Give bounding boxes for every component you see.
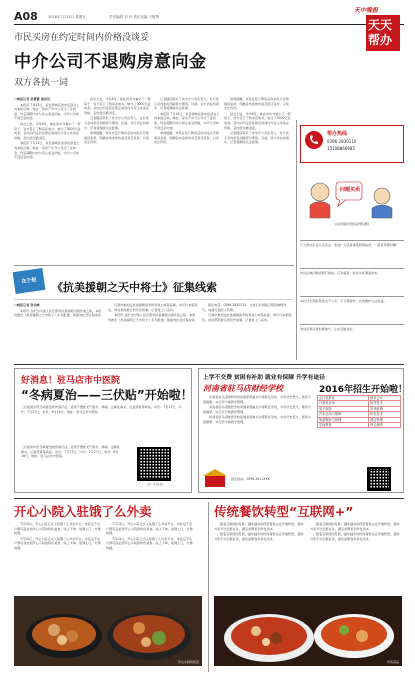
story2-paragraph: 本报讯 在纪念中国人民志愿军抗美援朝出国作战之际，本报特推出《抗美援朝之天中将士》系列报道，现面向社会征集线索。 (108, 313, 198, 322)
lead-paragraph: 律师提醒，市民在签订购房意向书时应仔细阅读条款，明确意向金的性质及退还条件，以免发生纠纷。 (84, 131, 149, 145)
section-rule (14, 498, 404, 499)
helpline-note: (线索提供者将获得报酬) (335, 222, 369, 226)
story3-paragraph: 7月13日，开心小院正式入驻饿了么外卖平台，市民足不出户即可品尝到开心小院的特色美食。线上下单，送餐上门，方便快捷。 (106, 522, 193, 536)
table-cell: 机电技术 (369, 412, 401, 417)
lead-paragraph: 记者随后联系了该中介公司负责人，对方表示意向金需扣除部分费用。目前，双方仍在协商中，记者将继续关注此事。 (84, 116, 149, 130)
page-number: A08 (14, 10, 38, 23)
lead-paragraph: 本报讯 7月13日，家住驿城区的市民孙女士向本报反映，她在一家房产中介公司交了意向金，约定期限内未与房主谈妥价格，中介公司却不退还意向金。 (14, 141, 80, 160)
story2-headline: 《抗美援朝之天中将士》征集线索 (52, 281, 217, 294)
story4-column-1 (214, 522, 304, 592)
helpline-box (300, 125, 404, 163)
story4-photo (214, 596, 402, 666)
story3-headline: 开心小院入驻饿了么外卖 (14, 504, 152, 519)
divider (14, 299, 294, 300)
table-cell: 会计电算化 (318, 396, 369, 401)
lead-paragraph: 孙女士说，今年6月，她在该中介看中了一套房子，双方签订了购房意向书，她交了3000元意向金。意向书约定若在规定时间内与房主未谈妥价格，意向金全额退还。 (84, 97, 151, 115)
table-cell: 幼儿保育 (369, 423, 401, 428)
school-ad-title: 2016年招生开始啦！ (319, 385, 408, 395)
story2-column-2 (108, 303, 198, 358)
story3-paragraph: 7月13日，开心小院正式入驻饿了么外卖平台，市民足不出户即可品尝到开心小院的特色美食。线上下单，送餐上门，方便快捷。 (14, 522, 101, 536)
story3-column-2 (106, 522, 194, 592)
hospital-ad (14, 368, 192, 493)
lead-story-heading (14, 30, 294, 88)
school-ad-paragraph: 河南省驻马店财经学校是国家级重点中等职业学校，办学历史悠久，师资力量雄厚，实行学分制教学管理。 (203, 405, 312, 414)
qr-code-icon[interactable] (137, 447, 171, 481)
table-cell: 财务会计 (369, 396, 401, 401)
story2-badge-text: 在于赵 (21, 276, 37, 286)
story2-paragraph: 联系电话：0396-2830110。让我们共同铭记那段峥嵘岁月，向最可爱的人致敬。 (202, 303, 287, 312)
school-ad-slogan: 上学不交费 贫困有补助 就业有保障 升学有途径 (203, 375, 325, 381)
lead-paragraph: 记者随后联系了该中介公司负责人，对方表示意向金需扣除部分费用。目前，双方仍在协商中，记者将继续关注此事。 (224, 131, 289, 145)
story3 (14, 502, 204, 672)
story2-byline: □晚报记者 张会峰 (14, 303, 40, 307)
qr-label: 扫一扫关注 (147, 482, 163, 486)
table-cell: 汽车运用与维修 (318, 412, 369, 417)
story2-paragraph: 本报讯 在纪念中国人民志愿军抗美援朝出国作战之际，本报特推出《抗美援朝之天中将士》系列报道，现面向社会征集线索。 (14, 308, 104, 318)
school-qr-code-icon[interactable] (367, 467, 391, 491)
column-divider (208, 502, 209, 672)
hospital-ad-kicker: 好消息！驻马店市中医院 (21, 376, 121, 386)
story3-paragraph: 7月13日，开心小院正式入驻饿了么外卖平台，市民足不出户即可品尝到开心小院的特色美食。线上下单，送餐上门，方便快捷。 (106, 536, 193, 550)
lead-column-4 (224, 97, 291, 262)
lead-paragraph: 记者随后联系了该中介公司负责人，对方表示意向金需扣除部分费用。目前，双方仍在协商中，记者将继续关注此事。 (154, 97, 219, 111)
hospital-ad-body-2: 三伏贴是中医冬病夏治的传统疗法，适用于慢性支气管炎、哮喘、过敏性鼻炎、反复感冒等病症。初伏：7月17日，中伏：7月27日，末伏：8月16日。地址：驻马店市中医院。 (21, 445, 120, 459)
editor-line: 责任编辑 刘 丹 责任美编 王敬贤 (109, 15, 159, 19)
school-ad-paragraph: 河南省驻马店财经学校是国家级重点中等职业学校，办学历史悠久，师资力量雄厚，实行学分制教学管理。 (203, 415, 312, 424)
helpline-phone-1: 0396-2830110 (327, 139, 357, 144)
phone-icon (305, 131, 323, 149)
table-cell: 电子商务 (318, 406, 369, 411)
lead-headline: 中介公司不退购房意向金 (14, 52, 207, 72)
section-rule (14, 364, 404, 365)
lead-kicker: 市民买房在约定时间内价格没谈妥 (14, 33, 150, 43)
lead-byline: □晚报记者 孙蕾蕾 通讯员 (14, 97, 51, 101)
story2-paragraph: 凡我市参加过抗美援朝战争的老战士或其家属，均可与本报联系，讲述那段难忘的历史故事，记者将上门采访。 (108, 303, 198, 312)
hospital-ad-headline: “冬病夏治——三伏贴”开始啦！ (21, 388, 193, 402)
sidebar-item: 本栏目长期征集身边不公平、不合理现象，共同维护合法权益。 (300, 296, 404, 324)
lead-paragraph: 本报讯 7月13日，家住驿城区的市民孙女士向本报反映，她在一家房产中介公司交了意向金，约定期限内未与房主谈妥价格，中介公司却不退还意向金。 (154, 111, 220, 130)
masthead-logo: 天中晚报 (354, 7, 379, 14)
story4-paragraph: 随着互联网的发展，越来越多的传统餐饮企业开始转型，借助外卖平台拓展业务，满足消费者多样化需求。 (310, 532, 400, 541)
school-logo-icon (203, 469, 227, 489)
story2-column-1 (14, 303, 104, 358)
section-title-2: 帮办 (368, 33, 393, 47)
sidebar-item: 天天帮办栏目关注民生，欢迎广大读者提供新闻线索，一经采用即付酬。 (300, 240, 404, 268)
story4-paragraph: 随着互联网的发展，越来越多的传统餐饮企业开始转型，借助外卖平台拓展业务，满足消费者多样化需求。 (214, 522, 304, 531)
section-divider (14, 265, 294, 266)
story4-paragraph: 随着互联网的发展，越来越多的传统餐饮企业开始转型，借助外卖平台拓展业务，满足消费者多样化需求。 (214, 532, 304, 541)
column-divider (296, 120, 297, 360)
story2-paragraph: 凡我市参加过抗美援朝战争的老战士或其家属，均可与本报联系，讲述那段难忘的历史故事，记者将上门采访。 (202, 313, 292, 322)
story2-column-3 (202, 303, 292, 358)
sidebar-item: 欢迎各界读者积极参与，让生活更美好。 (300, 324, 404, 352)
story3-photo (14, 596, 202, 666)
lead-column-2 (84, 97, 151, 262)
school-name: 河南省驻马店财经学校 (203, 384, 283, 393)
helpline-title: 帮办热线 (327, 131, 348, 137)
cartoon-illustration (300, 170, 404, 220)
cartoon-caption: 问题买卖 (340, 187, 361, 193)
lead-paragraph: 律师提醒，市民在签订购房意向书时应仔细阅读条款，明确意向金的性质及退还条件，以免发生纠纷。 (224, 97, 289, 111)
date-line: 2016年7月15日 星期五 (48, 15, 86, 19)
table-cell: 市场营销 (369, 406, 401, 411)
table-cell: 学前教育 (318, 423, 369, 428)
section-title-1: 天天 (368, 18, 393, 32)
story4-column-2 (310, 522, 400, 592)
story3-photo-caption: 开心小院特色菜 (177, 660, 199, 664)
lead-paragraph: 本报讯 7月13日，家住驿城区的市民孙女士向本报反映，她在一家房产中介公司交了意向金，约定期限内未与房主谈妥价格，中介公司却不退还意向金。 (14, 102, 80, 121)
story2-badge (13, 268, 46, 294)
table-cell: 酒店管理 (369, 417, 401, 422)
story4-paragraph: 随着互联网的发展，越来越多的传统餐饮企业开始转型，借助外卖平台拓展业务，满足消费者多样化需求。 (310, 522, 400, 531)
lead-column-3 (154, 97, 221, 262)
school-phone: 招生热线：0396-2611XXX (231, 477, 270, 481)
school-ad-body (203, 395, 313, 467)
story3-column-1 (14, 522, 102, 592)
lead-paragraph: 孙女士说，今年6月，她在该中介看中了一套房子，双方签订了购房意向书，她交了3000元意向金。意向书约定若在规定时间内与房主未谈妥价格，意向金全额退还。 (224, 111, 291, 130)
majors-table (317, 395, 401, 428)
helpline-phone-2: 15108866685 (327, 146, 355, 151)
story4 (212, 502, 404, 672)
story4-photo-caption: 外卖菜品 (386, 660, 399, 664)
table-cell: 计算机应用 (318, 401, 369, 406)
school-ad-paragraph: 河南省驻马店财经学校是国家级重点中等职业学校，办学历史悠久，师资力量雄厚，实行学分制教学管理。 (203, 395, 312, 404)
table-cell: 旅游服务与管理 (318, 417, 369, 422)
section-masthead (352, 5, 408, 55)
school-ad (198, 368, 408, 493)
header-rule (14, 24, 404, 25)
lead-subhead: 双方各执一词 (14, 78, 69, 88)
page-header (14, 10, 314, 24)
sidebar-item: 市民反映问题请拨打热线，记者将第一时间为您调查核实。 (300, 268, 404, 296)
hospital-ad-body: 三伏贴是中医冬病夏治的传统疗法，适用于慢性支气管炎、哮喘、过敏性鼻炎、反复感冒等病症。初伏：7月17日，中伏：7月27日，末伏：8月16日。地址：驻马店市中医院。 (21, 405, 182, 414)
story4-headline: 传统餐饮转型“互联网+” (214, 504, 354, 519)
table-cell: 软件技术 (369, 401, 401, 406)
table-row (318, 423, 401, 428)
lead-column-1 (14, 97, 81, 262)
lead-paragraph: 孙女士说，今年6月，她在该中介看中了一套房子，双方签订了购房意向书，她交了3000元意向金。意向书约定若在规定时间内与房主未谈妥价格，意向金全额退还。 (14, 121, 81, 140)
sidebar-notice (300, 240, 404, 360)
lead-paragraph: 律师提醒，市民在签订购房意向书时应仔细阅读条款，明确意向金的性质及退还条件，以免发生纠纷。 (154, 131, 219, 145)
story3-paragraph: 7月13日，开心小院正式入驻饿了么外卖平台，市民足不出户即可品尝到开心小院的特色美食。线上下单，送餐上门，方便快捷。 (14, 536, 101, 550)
